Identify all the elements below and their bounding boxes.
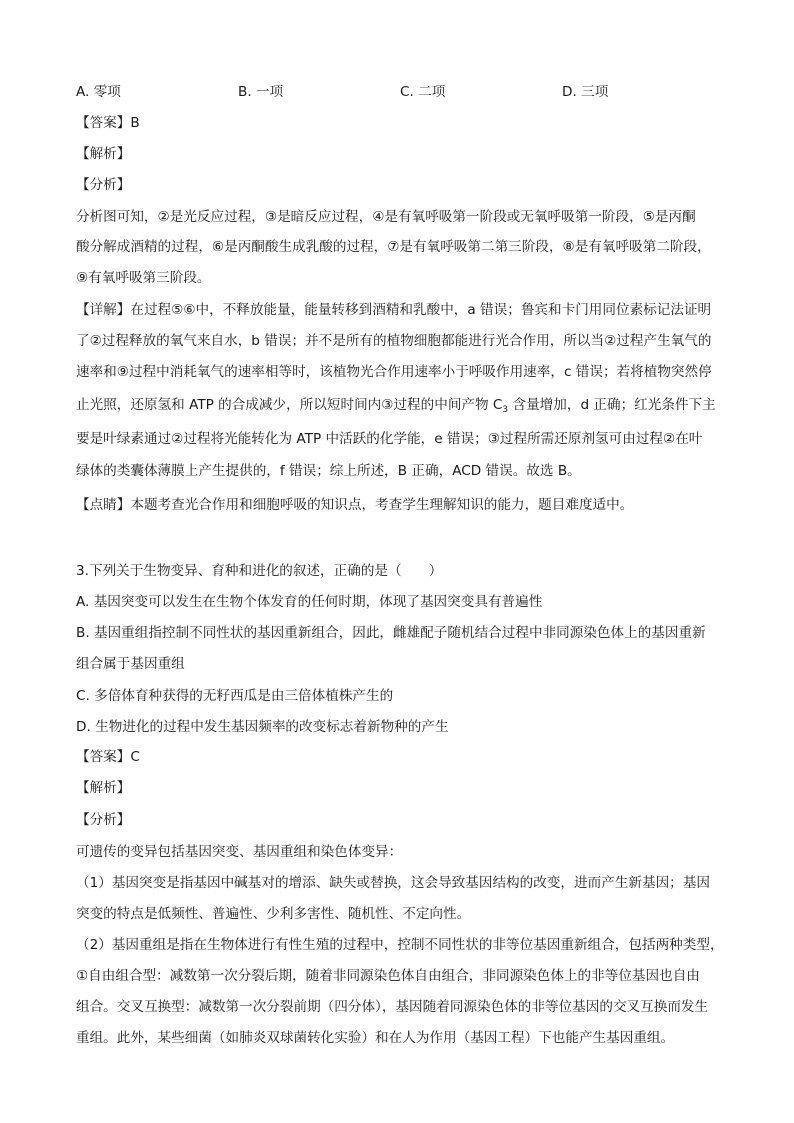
- body-line: 突变的特点是低频性、普遍性、少利多害性、随机性、不定向性。: [76, 906, 471, 922]
- jiexi-label: 【解析】: [76, 780, 131, 796]
- subscript: 3: [502, 405, 509, 415]
- body-line: 可遗传的变异包括基因突变、基因重组和染色体变异：: [76, 844, 403, 860]
- detail-line: 要是叶绿素通过②过程将光能转化为 ATP 中活跃的化学能，e 错误；③过程所需还原剂氢可由过程②在叶: [76, 431, 703, 447]
- body-line: （2）基因重组是指在生物体进行有性生殖的过程中，控制不同性状的非等位基因重新组合，包括两种类型，: [76, 937, 724, 953]
- body-line: （1）基因突变是指基因中碱基对的增添、缺失或替换，这会导致基因结构的改变，进而产生新基因；基因: [76, 875, 710, 891]
- option-letter: A.: [76, 84, 90, 100]
- option-letter: D.: [562, 84, 577, 100]
- detail-line: 了②过程释放的氧气来自水，b 错误；并不是所有的植物细胞都能进行光合作用，所以当②过程产生氧气的: [76, 333, 712, 349]
- answer-label: 【答案】C: [76, 749, 140, 765]
- detail-line: [76, 395, 726, 420]
- option-text: 零项: [93, 84, 121, 100]
- option-text: 二项: [418, 84, 446, 100]
- analysis-line: ⑨有氧呼吸第三阶段。: [76, 270, 211, 286]
- question-option: C. 多倍体育种获得的无籽西瓜是由三倍体植株产生的: [76, 688, 394, 704]
- fenxi-label: 【分析】: [76, 177, 131, 193]
- question-stem: 3.下列关于生物变异、育种和进化的叙述，正确的是（ ）: [76, 563, 443, 579]
- option-b: [238, 82, 283, 102]
- analysis-line: 酸分解成酒精的过程，⑥是丙酮酸生成乳酸的过程，⑦是有氧呼吸第二第三阶段，⑧是有氧呼吸第二阶段，: [76, 239, 711, 255]
- option-letter: C.: [400, 84, 414, 100]
- question-option: B. 基因重组指控制不同性状的基因重新组合，因此，雌雄配子随机结合过程中非同源染色体上的基因重新: [76, 625, 706, 641]
- jiexi-label: 【解析】: [76, 146, 131, 162]
- answer-label: 【答案】B: [76, 115, 140, 131]
- fenxi-label: 【分析】: [76, 812, 131, 828]
- detail-text: 含量增加，d 正确；红光条件下主: [508, 397, 716, 413]
- dianjing-line: 【点睛】本题考查光合作用和细胞呼吸的知识点，考查学生理解知识的能力，题目难度适中。: [76, 497, 634, 513]
- detail-line: 速率和⑨过程中消耗氧气的速率相等时，该植物光合作用速率小于呼吸作用速率，c 错误；若将植物突然停: [76, 364, 712, 380]
- question-option: 组合属于基因重组: [76, 656, 185, 672]
- detail-line: 绿体的类囊体薄膜上产生提供的，f 错误；综上所述，B 正确，ACD 错误。故选 B。: [76, 463, 581, 479]
- analysis-line: 分析图可知，②是光反应过程，③是暗反应过程，④是有氧呼吸第一阶段或无氧呼吸第一阶段，⑤是丙酮: [76, 209, 696, 225]
- option-text: 三项: [581, 84, 609, 100]
- body-line: 重组。此外，某些细菌（如肺炎双球菌转化实验）和在人为作用（基因工程）下也能产生基因重组。: [76, 1030, 675, 1046]
- option-d: [562, 82, 608, 102]
- option-letter: B.: [238, 84, 252, 100]
- question-option: A. 基因突变可以发生在生物个体发育的任何时期，体现了基因突变具有普遍性: [76, 594, 543, 610]
- question-option: D. 生物进化的过程中发生基因频率的改变标志着新物种的产生: [76, 719, 449, 735]
- option-c: [400, 82, 445, 102]
- detail-line: 【详解】在过程⑤⑥中，不释放能量，能量转移到酒精和乳酸中，a 错误；鲁宾和卡门用同位素标记法证明: [76, 302, 712, 318]
- body-line: ①自由组合型：减数第一次分裂后期，随着非同源染色体自由组合，非同源染色体上的非等位基因也自由: [76, 968, 700, 984]
- option-text: 一项: [255, 84, 284, 100]
- detail-text: 止光照，还原氢和 ATP 的合成减少，所以短时间内③过程的中间产物 C: [76, 397, 503, 413]
- option-a: [76, 82, 121, 102]
- body-line: 组合。交叉互换型：减数第一次分裂前期（四分体），基因随着同源染色体的非等位基因的交叉互换而发生: [76, 999, 709, 1015]
